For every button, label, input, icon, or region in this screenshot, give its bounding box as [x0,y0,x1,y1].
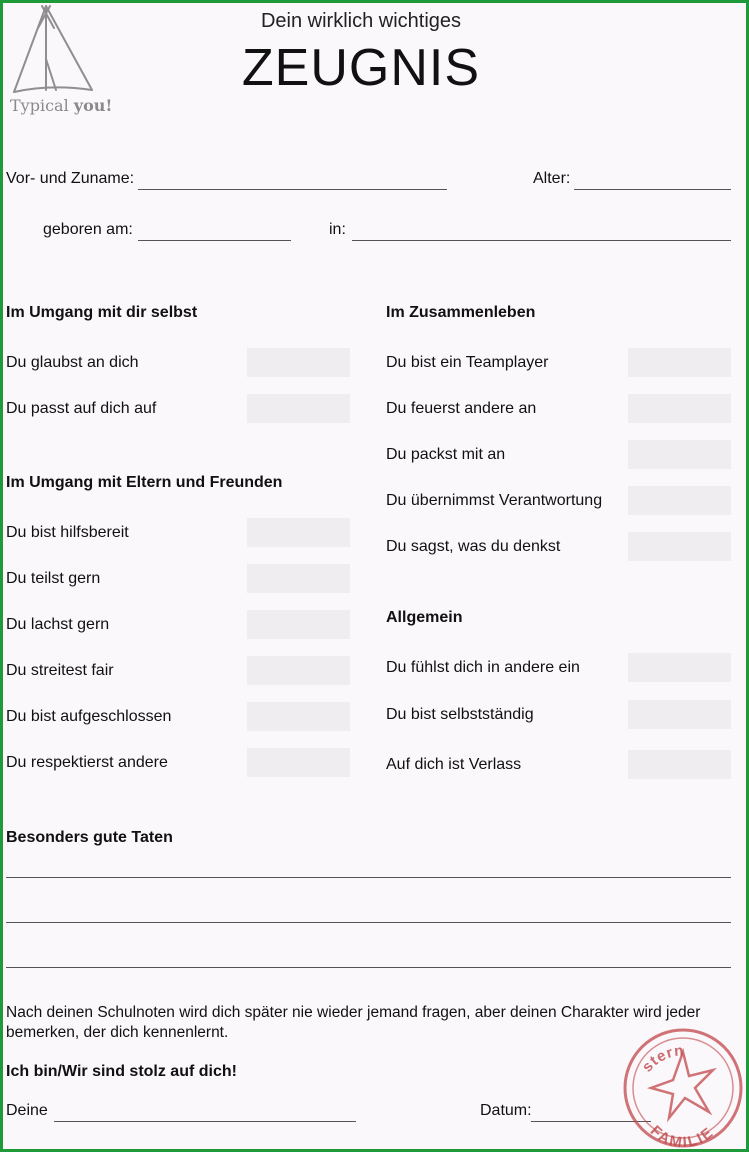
rating-box[interactable] [628,653,731,682]
place-label: in: [329,221,346,238]
trait-label: Du bist aufgeschlossen [6,708,172,725]
age-label: Alter: [533,170,571,187]
rating-box[interactable] [247,610,350,639]
trait-label: Du respektierst andere [6,754,168,771]
trait-label: Du fühlst dich in andere ein [386,659,580,676]
rating-box[interactable] [247,394,350,423]
closing-paragraph: Nach deinen Schulnoten wird dich später nie wieder jemand fragen, aber deinen Charakter wird jeder bemerken, der dich kennenlernt. [6,1004,701,1041]
trait-label: Du feuerst andere an [386,400,537,417]
rating-box[interactable] [247,656,350,685]
trait-label: Du bist hilfsbereit [6,524,129,541]
svg-text:FAMILIE [647,1122,718,1151]
signature-label: Deine [6,1102,48,1119]
logo-text: Typical you! [10,96,113,115]
born-label: geboren am: [43,221,133,238]
rating-box[interactable] [247,748,350,777]
signature-field[interactable] [54,1121,356,1122]
rating-box[interactable] [628,486,731,515]
deeds-line[interactable] [6,922,731,923]
rating-box[interactable] [247,518,350,547]
rating-box[interactable] [247,702,350,731]
trait-label: Du teilst gern [6,570,101,587]
rating-box[interactable] [628,348,731,377]
section-heading-good-deeds: Besonders gute Taten [6,829,173,846]
birthdate-field[interactable] [138,240,291,241]
trait-label: Du lachst gern [6,616,110,633]
trait-label: Du bist ein Teamplayer [386,354,549,371]
deeds-line[interactable] [6,967,731,968]
rating-box[interactable] [628,440,731,469]
rating-box[interactable] [628,532,731,561]
birthplace-field[interactable] [352,240,731,241]
rating-box[interactable] [247,564,350,593]
name-label: Vor- und Zuname: [6,170,135,187]
proud-statement: Ich bin/Wir sind stolz auf dich! [6,1063,237,1080]
rating-box[interactable] [628,750,731,779]
trait-label: Du übernimmst Verantwortung [386,492,603,509]
section-heading-living-together: Im Zusammenleben [386,304,536,321]
deeds-line[interactable] [6,877,731,878]
subtitle: Dein wirklich wichtiges [260,10,462,32]
date-label: Datum: [480,1102,532,1119]
section-heading-self: Im Umgang mit dir selbst [6,304,198,321]
rating-box[interactable] [247,348,350,377]
stamp-top-text: stern [638,1042,685,1076]
trait-label: Du passt auf dich auf [6,400,157,417]
trait-label: Du bist selbstständig [386,706,534,723]
section-heading-family-friends: Im Umgang mit Eltern und Freunden [6,474,283,491]
trait-label: Du sagst, was du denkst [386,538,561,555]
section-heading-general: Allgemein [386,609,463,626]
stern-familie-stamp [617,1022,747,1152]
trait-label: Auf dich ist Verlass [386,756,522,773]
page-title: ZEUGNIS [241,39,481,97]
stamp-bottom-text: FAMILIE [646,1122,718,1152]
age-field[interactable] [574,189,731,190]
trait-label: Du packst mit an [386,446,506,463]
rating-box[interactable] [628,394,731,423]
svg-text:stern [639,1042,685,1075]
stamp-icon [617,1022,747,1152]
trait-label: Du glaubst an dich [6,354,139,371]
name-field[interactable] [138,189,447,190]
trait-label: Du streitest fair [6,662,114,679]
rating-box[interactable] [628,700,731,729]
